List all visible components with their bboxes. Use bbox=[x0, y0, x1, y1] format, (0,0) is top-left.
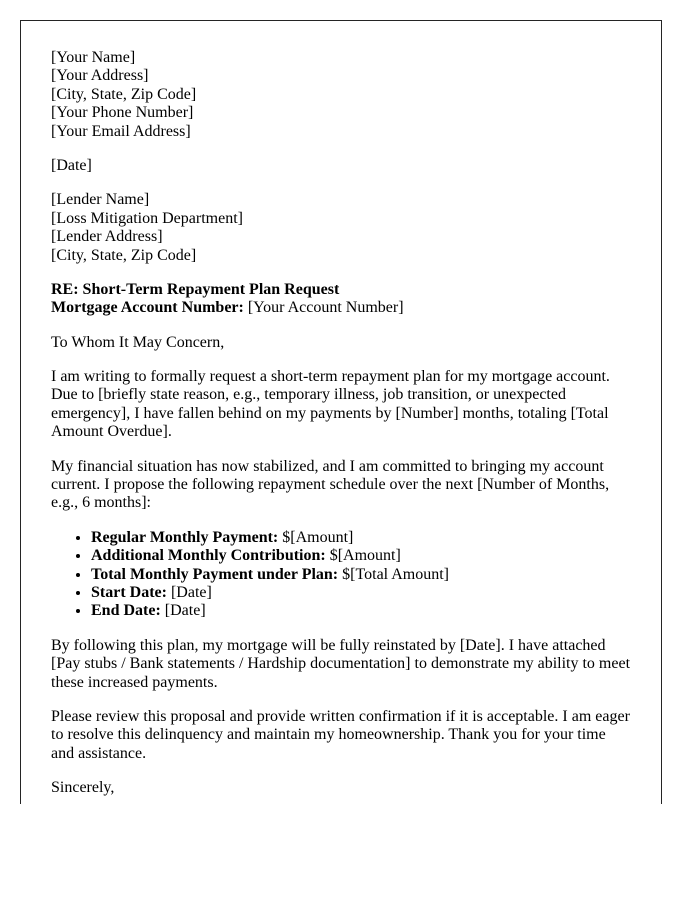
sender-phone-line: [Your Phone Number] bbox=[51, 104, 194, 122]
end-date-value: [Date] bbox=[160, 602, 206, 620]
paragraph-reinstatement: By following this plan, my mortgage will be fully reinstated by [Date]. I have attached [Pay stubs / Bank statements / Hardship documentation] to demonstrate my ability to meet these increased payments. bbox=[51, 636, 631, 691]
lender-address-line: [Lender Address] bbox=[51, 228, 163, 246]
sender-city-state-zip-line: [City, State, Zip Code] bbox=[51, 85, 197, 103]
list-item-additional-contribution bbox=[91, 547, 631, 565]
start-date-value: [Date] bbox=[166, 583, 212, 601]
recipient-address-block bbox=[51, 191, 631, 265]
lender-name-line: [Lender Name] bbox=[51, 191, 150, 209]
paragraph-proposal: My financial situation has now stabilized, and I am committed to bringing my account current. I propose the following repayment schedule over the next [Number of Months, e.g., 6 months]: bbox=[51, 457, 610, 512]
subject-re-line: RE: Short-Term Repayment Plan Request bbox=[51, 280, 340, 298]
additional-contribution-label: Additional Monthly Contribution: bbox=[91, 547, 326, 565]
sender-email-line: [Your Email Address] bbox=[51, 122, 191, 140]
sender-name-line: [Your Name] bbox=[51, 49, 136, 66]
list-item-total-payment bbox=[91, 566, 631, 584]
closing-line: Sincerely, bbox=[51, 779, 115, 797]
list-item-start-date bbox=[91, 584, 631, 602]
salutation-line: To Whom It May Concern, bbox=[51, 333, 225, 351]
total-payment-value: $[Total Amount] bbox=[338, 565, 450, 583]
regular-payment-label: Regular Monthly Payment: bbox=[91, 528, 279, 546]
letter-page bbox=[20, 20, 662, 804]
lender-department-line: [Loss Mitigation Department] bbox=[51, 209, 243, 227]
list-item-end-date bbox=[91, 602, 631, 620]
subject-block bbox=[51, 281, 631, 318]
date-line: [Date] bbox=[51, 156, 92, 174]
sender-address-line: [Your Address] bbox=[51, 67, 149, 85]
regular-payment-value: $[Amount] bbox=[278, 528, 354, 546]
account-number-line bbox=[51, 299, 631, 317]
sender-address-block bbox=[51, 49, 631, 141]
total-payment-label: Total Monthly Payment under Plan: bbox=[91, 565, 339, 583]
additional-contribution-value: $[Amount] bbox=[325, 547, 401, 565]
lender-city-state-zip-line: [City, State, Zip Code] bbox=[51, 246, 197, 264]
paragraph-request: I am writing to formally request a short-term repayment plan for my mortgage account. Due to [briefly state reason, e.g., temporary illness, job transition, or unexpected emergency], I have fallen behind on my payments by [Number] months, totaling [Total Amount Overdue]. bbox=[51, 368, 610, 441]
start-date-label: Start Date: bbox=[91, 583, 167, 601]
end-date-label: End Date: bbox=[91, 602, 161, 620]
account-number-label: Mortgage Account Number: bbox=[51, 299, 244, 317]
repayment-terms-list bbox=[51, 529, 631, 621]
list-item-regular-payment bbox=[91, 529, 631, 547]
account-number-value: [Your Account Number] bbox=[243, 299, 404, 317]
paragraph-closing-request: Please review this proposal and provide written confirmation if it is acceptable. I am eager to resolve this delinquency and maintain my homeownership. Thank you for your time and assistance. bbox=[51, 707, 630, 762]
